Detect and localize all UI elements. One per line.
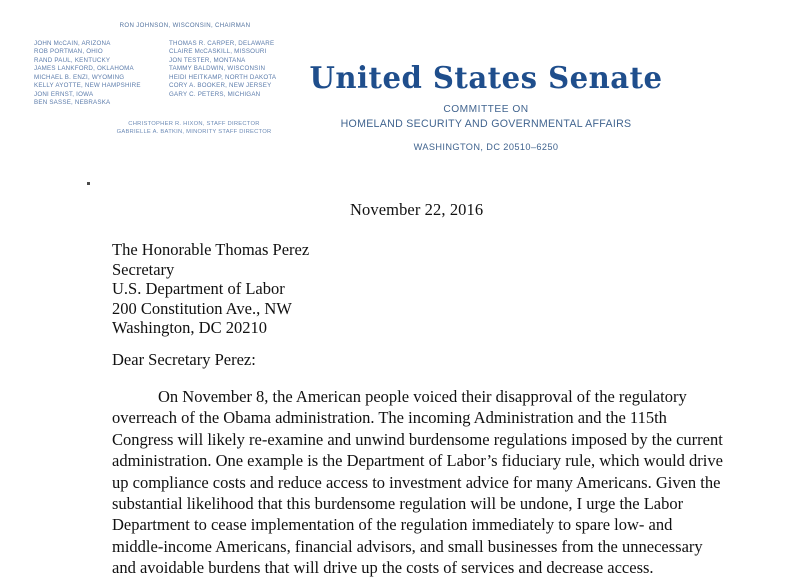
senate-letterhead <box>0 0 812 180</box>
roster-item: HEIDI HEITKAMP, NORTH DAKOTA <box>169 73 277 81</box>
roster-item: MICHAEL B. ENZI, WYOMING <box>34 73 125 81</box>
roster-columns <box>30 40 340 108</box>
address-line: 200 Constitution Ave., NW <box>112 298 292 318</box>
staff-director-list <box>30 120 340 136</box>
scan-artifact-speck <box>87 182 90 185</box>
salutation: Dear Secretary Perez: <box>112 350 256 369</box>
roster-item: THOMAS R. CARPER, DELAWARE <box>169 40 275 47</box>
roster-item: TAMMY BALDWIN, WISCONSIN <box>169 65 266 73</box>
roster-item: RAND PAUL, KENTUCKY <box>34 56 111 64</box>
address-line: Secretary <box>112 259 175 279</box>
roster-item: JON TESTER, MONTANA <box>169 56 246 64</box>
committee-subtitle <box>300 103 672 131</box>
body-paragraph: On November 8, the American people voiced their disapproval of the regulatory overreach of the Obama administration. The incoming Administration and the 115th Congress will likely re-examine and unwind burdensome regulations imposed by the current administration. One example is the Department of Labor’s fiduciary rule, which would drive up compliance costs and reduce access to investment advice for many Americans. Given the substantial likelihood that this burdensome regulation will be undone, I urge the Labor Department to cease implementation of the regulation immediately to spare low- and middle-income Americans, financial advisors, and small businesses from the unnecessary and avoidable burdens that will drive up the costs of services and decrease access. <box>112 387 723 578</box>
roster-item: KELLY AYOTTE, NEW HAMPSHIRE <box>34 82 141 90</box>
roster-item: JOHN McCAIN, ARIZONA <box>34 40 111 47</box>
minority-staff-director-line: GABRIELLE A. BATKIN, MINORITY STAFF DIRECTOR <box>116 128 272 135</box>
roster-item: JONI ERNST, IOWA <box>34 90 94 98</box>
committee-line-1: COMMITTEE ON <box>443 104 529 115</box>
recipient-address-block <box>112 240 309 338</box>
masthead-title: United States Senate <box>309 61 663 96</box>
address-line: U.S. Department of Labor <box>112 279 285 299</box>
chairman-line: RON JOHNSON, WISCONSIN, CHAIRMAN <box>119 22 251 29</box>
roster-item: ROB PORTMAN, OHIO <box>34 48 103 56</box>
roster-item: BEN SASSE, NEBRASKA <box>34 99 111 107</box>
roster-item: GARY C. PETERS, MICHIGAN <box>169 90 261 98</box>
committee-line-2: HOMELAND SECURITY AND GOVERNMENTAL AFFAIRS <box>340 118 632 130</box>
roster-item: CLAIRE McCASKILL, MISSOURI <box>169 48 267 56</box>
date-line: November 22, 2016 <box>350 200 484 219</box>
masthead <box>300 62 672 152</box>
roster-item: JAMES LANKFORD, OKLAHOMA <box>34 65 134 73</box>
address-line: The Honorable Thomas Perez <box>112 240 310 259</box>
majority-member-list <box>30 40 169 108</box>
roster-item: CORY A. BOOKER, NEW JERSEY <box>169 82 272 90</box>
committee-roster <box>30 22 340 136</box>
city-zip-line: WASHINGTON, DC 20510–6250 <box>413 142 559 152</box>
body-copy <box>112 386 724 579</box>
address-line: Washington, DC 20210 <box>112 318 267 338</box>
staff-director-line: CHRISTOPHER R. HIXON, STAFF DIRECTOR <box>128 120 260 127</box>
